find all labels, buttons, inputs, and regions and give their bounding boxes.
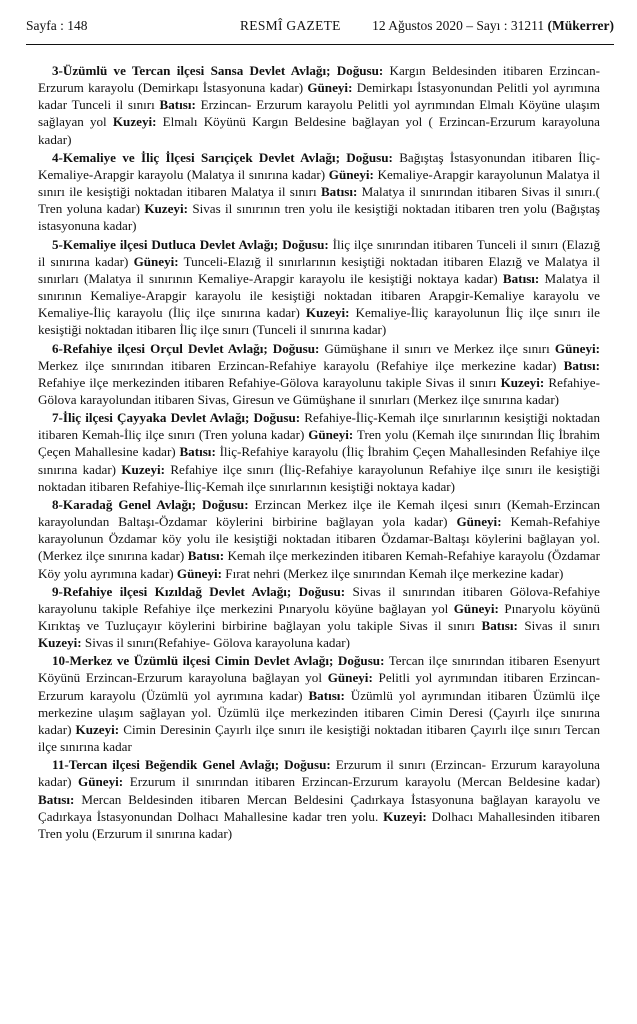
east-text: İliç ilçe sınırından itibaren Tunceli il sınırı (Elazığ il sınırına kadar) — [38, 236, 600, 269]
north-label: Kuzeyi: — [305, 305, 350, 321]
east-text: Erzurum il sınırı (Erzincan- Erzurum karayoluna kadar) — [38, 757, 600, 790]
east-label: Doğusu: — [272, 340, 320, 356]
south-text: Tunceli-Elazığ il sınırlarının kesiştiği noktadan itibaren Elazığ ve Malatya il sınırları (Malatya il sınırının Kemaliye-Arapgir karayolu ile kesiştiği noktaya kadar) — [38, 253, 600, 286]
west-text: İliç-Refahiye karayolu (İliç İbrahim Çeçen Mahallesinden Refahiye ilçe sınırına kadar) — [38, 444, 600, 477]
north-label: Kuzeyi: — [144, 201, 188, 217]
south-label: Güneyi: — [456, 514, 502, 530]
east-text: Gümüşhane il sınırı ve Merkez ilçe sınırı — [319, 340, 555, 356]
south-label: Güneyi: — [133, 253, 179, 269]
east-text: Tercan ilçe sınırından itibaren Esenyurt Köyünü Erzincan-Erzurum karayoluna bağlayan yol — [38, 653, 600, 686]
section-9 — [38, 583, 600, 652]
south-text: Erzurum il sınırından itibaren Erzincan-Erzurum karayolu (Mercan Beldesine kadar) — [123, 774, 600, 790]
west-text: Malatya il sınırının Kemaliye-Arapgir karayolu ile kesiştiği noktadan itibaren Arapgir-Kemaliye karayolu ve Kemaliye-İliç karayolu (İliç ilçe sınırına kadar) — [38, 270, 600, 321]
west-text: Malatya il sınırından itibaren Sivas il sınırı.( Tren yoluna kadar) — [38, 184, 600, 217]
south-label: Güneyi: — [327, 670, 373, 686]
south-text: Pelitli yol ayrımından itibaren Erzincan-Erzurum karayolu (Üzümlü yol ayrımına kadar) — [38, 670, 600, 703]
west-label: Batısı: — [308, 687, 345, 703]
section-title: 10-Merkez ve Üzümlü ilçesi Cimin Devlet Avlağı; — [52, 653, 334, 669]
east-label: Doğusu: — [298, 583, 346, 599]
west-text: Sivas il sınırı — [517, 618, 600, 633]
west-label: Batısı: — [187, 548, 225, 564]
south-text: Merkez ilçe sınırından itibaren Erzincan-Refahiye karayolu (Refahiye ilçe merkezine kadar) — [38, 357, 564, 373]
east-label: Doğusu: — [253, 410, 301, 426]
east-label: Doğusu: — [284, 757, 331, 773]
section-title: 9-Refahiye ilçesi Kızıldağ Devlet Avlağı; — [52, 583, 292, 599]
section-3 — [38, 62, 600, 148]
south-text: Demirkapı İstasyonundan Pelitli yol ayrımına kadar Tunceli il sınırı — [38, 80, 600, 113]
west-text: Refahiye ilçe merkezinden itibaren Refahiye-Gölova karayolunu takiple Sivas il sınırı — [38, 374, 501, 390]
section-8 — [38, 496, 600, 582]
north-text: Refahiye ilçe sınırı (İliç-Refahiye karayolunun Refahiye ilçe sınırı ile kesiştiği noktadan itibaren Refahiye-İliç-Kemah ilçe sınırlarının kesiştiği noktaya kadar) — [38, 461, 600, 494]
west-label: Batısı: — [502, 270, 540, 286]
section-title: 4-Kemaliye ve İliç İlçesi Sarıçiçek Devlet Avlağı; — [52, 149, 340, 165]
south-label: Güneyi: — [308, 427, 354, 443]
east-text: Erzincan Merkez ilçe ile Kemah ilçesi sınırı (Kemah-Erzincan karayolundan Baltaşı-Özdamar köylerini birbirine bağlayan yola kadar) — [38, 496, 601, 530]
page-number: Sayfa : 148 — [26, 18, 88, 33]
south-text: Pınaryolu köyünü Kırıktaş ve Tuzluçayır köylerini birbirine bağlayan yolu takiple Sivas il sınırı — [38, 600, 600, 633]
page-header — [26, 18, 614, 40]
south-text: Tren yolu (Kemah ilçe sınırından İliç İbrahim Çeçen Mahallesine kadar) — [38, 427, 600, 460]
west-label: Batısı: — [481, 618, 518, 633]
second-south-label: Güneyi: — [176, 565, 223, 581]
east-text: Sivas il sınırından itibaren Gölova-Refahiye karayolunu takiple Refahiye ilçe merkezini Pınaryolu köyüne bağlayan yol — [38, 583, 600, 616]
west-label: Batısı: — [320, 184, 358, 200]
north-text: Cimin Deresinin Çayırlı ilçe sınırı ile kesiştiği noktadan itibaren Çayırlı ilçe sınırı Tercan ilçe sınırına kadar — [38, 721, 600, 755]
issue-type: (Mükerrer) — [547, 18, 614, 33]
west-label: Batısı: — [159, 97, 196, 113]
east-label: Doğusu: — [201, 496, 249, 512]
west-text: Mercan Beldesinden itibaren Mercan Beldesini Çadırkaya İstasyonuna bağlayan karayolu ve Çadırkaya İstasyonundan Dolhacı Mahallesine kadar tren yolu. — [38, 791, 600, 824]
west-text: Kemah ilçe merkezinden itibaren Kemah-Refahiye karayolu (Özdamar Köy yolu ayrımına kadar) — [38, 548, 600, 581]
west-label: Batısı: — [179, 444, 216, 460]
section-title: 5-Kemaliye ilçesi Dutluca Devlet Avlağı; — [52, 236, 279, 252]
section-title: 7-İliç ilçesi Çayyaka Devlet Avlağı; — [52, 410, 250, 426]
section-6 — [38, 340, 600, 409]
north-text: Elmalı Köyünü Kargın Beldesine bağlayan yol ( Erzincan-Erzurum karayoluna kadar) — [38, 114, 600, 147]
north-text: Refahiye-Gölova karayolundan itibaren Sivas, Giresun ve Gümüşhane il sınırları (Merkez ilçe sınırına kadar) — [38, 374, 600, 407]
west-label: Batısı: — [563, 357, 600, 373]
second-south-text: Fırat nehri (Merkez ilçe sınırından Kemah ilçe merkezine kadar) — [222, 565, 564, 581]
east-label: Doğusu: — [282, 236, 329, 252]
north-text: Sivas il sınırının tren yolu ile kesiştiği noktadan itibaren tren yolu (Bağıştaş istasyonuna kadar) — [38, 201, 600, 234]
north-label: Kuzeyi: — [112, 114, 157, 130]
north-label: Kuzeyi: — [38, 635, 82, 651]
north-text: Sivas il sınırı(Refahiye- Gölova karayoluna kadar) — [81, 635, 350, 651]
section-title: 8-Karadağ Genel Avlağı; — [52, 496, 197, 512]
gazette-name: RESMÎ GAZETE — [240, 18, 341, 33]
document-body — [38, 62, 600, 843]
south-label: Güneyi: — [453, 600, 499, 616]
header-divider — [26, 44, 614, 45]
north-label: Kuzeyi: — [75, 721, 120, 737]
north-label: Kuzeyi: — [121, 461, 165, 477]
issue-date-number: 12 Ağustos 2020 – Sayı : 31211 — [372, 18, 545, 33]
north-text: Dolhacı Mahallesinden itibaren Tren yolu (Erzurum il sınırına kadar) — [38, 808, 600, 841]
section-title: 11-Tercan ilçesi Beğendik Genel Avlağı; — [52, 757, 280, 773]
section-10 — [38, 652, 600, 755]
west-label: Batısı: — [38, 791, 75, 807]
east-label: Doğusu: — [346, 149, 393, 165]
south-label: Güneyi: — [307, 80, 353, 96]
section-11 — [38, 756, 600, 842]
section-5 — [38, 236, 600, 339]
north-label: Kuzeyi: — [500, 374, 545, 390]
north-label: Kuzeyi: — [383, 808, 427, 824]
section-title: 3-Üzümlü ve Tercan ilçesi Sansa Devlet Avlağı; — [52, 63, 331, 78]
south-label: Güneyi: — [328, 166, 374, 182]
south-text: Kemah-Refahiye karayolunun Özdamar köy yolu ile kesiştiği noktadan itibaren Özdamar-Baltaşı köylerini bağlayan yol. (Merkez ilçe sınırına kadar) — [38, 514, 600, 564]
east-text: Refahiye-İliç-Kemah ilçe sınırlarının kesiştiği noktadan itibaren Kemah-İliç ilçe sınırı (Tren yoluna kadar) — [38, 410, 601, 443]
east-label: Doğusu: — [336, 63, 384, 78]
west-text: Üzümlü yol ayrımından itibaren Üzümlü ilçe merkezine ulaşım sağlayan yol. Üzümlü ilçe merkezinden itibaren Cimin Deresi (Çayırlı ilçe sınırına kadar) — [38, 687, 600, 737]
north-text: Kemaliye-İliç karayolunun İliç ilçe sınırı ile kesiştiği noktadan itibaren İliç ilçe sınırı (Tunceli il sınırına kadar) — [38, 305, 600, 338]
east-text: Kargın Beldesinden itibaren Erzincan-Erzurum karayolu (Demirkapı İstasyonuna kadar) — [38, 63, 600, 96]
west-text: Erzincan- Erzurum karayolu Pelitli yol ayrımından Elmalı Köyüne ulaşım sağlayan yol — [38, 97, 600, 130]
section-title: 6-Refahiye ilçesi Orçul Devlet Avlağı; — [52, 340, 268, 356]
south-label: Güneyi: — [554, 340, 600, 356]
issue-info — [372, 18, 614, 34]
south-text: Kemaliye-Arapgir karayolunun Malatya il sınırı ile kesiştiği noktadan itibaren Malatya il sınırı — [38, 166, 600, 200]
section-7 — [38, 409, 600, 495]
south-label: Güneyi: — [78, 774, 124, 790]
east-text: Bağıştaş İstasyonundan itibaren İliç-Kemaliye-Arapgir karayolu (Malatya il sınırına kadar) — [38, 149, 601, 182]
section-4 — [38, 149, 600, 235]
east-label: Doğusu: — [337, 653, 385, 669]
